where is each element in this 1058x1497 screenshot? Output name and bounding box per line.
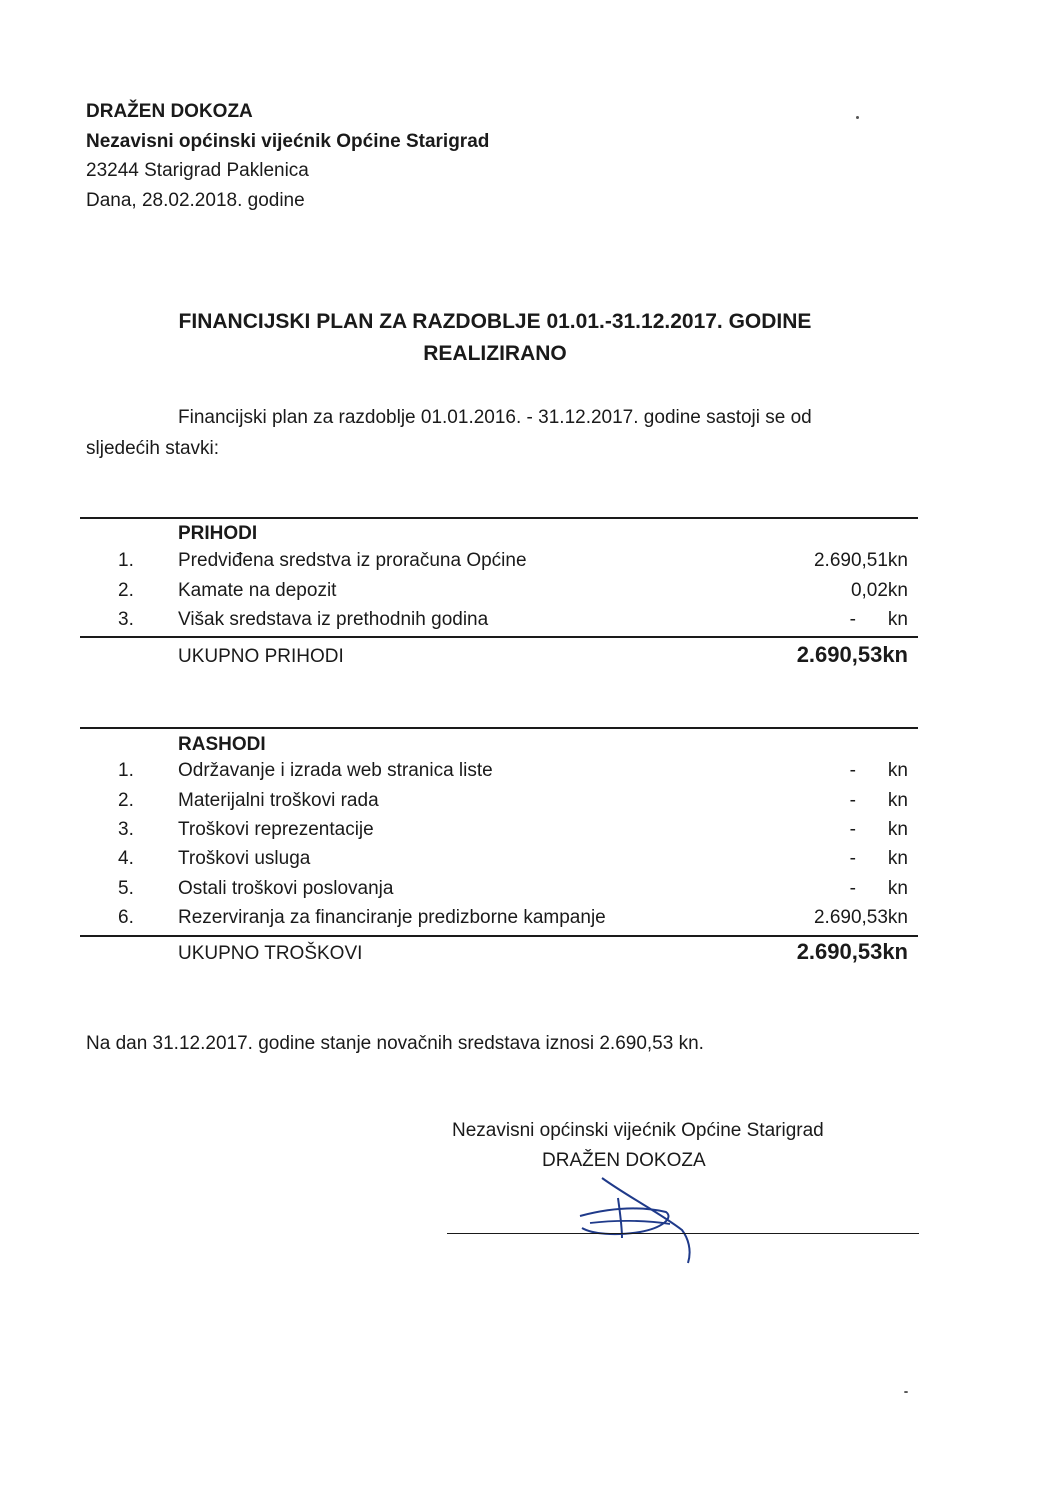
row-unit: kn: [887, 790, 908, 811]
row-unit: kn: [887, 878, 908, 899]
row-label: Višak sredstava iz prethodnih godina: [178, 609, 489, 630]
row-dash: -: [849, 848, 856, 869]
row-dash: -: [849, 760, 856, 781]
income-row: [80, 609, 908, 638]
income-top-rule: [80, 517, 918, 519]
document-date: Dana, 28.02.2018. godine: [86, 189, 305, 211]
row-dash: -: [849, 790, 856, 811]
row-number: 6.: [118, 907, 134, 928]
expense-row: [80, 878, 908, 907]
row-dash: -: [849, 609, 856, 630]
row-label: Kamate na depozit: [178, 580, 337, 601]
expense-row: [80, 848, 908, 877]
row-number: 2.: [118, 790, 134, 811]
row-label: Troškovi reprezentacije: [178, 819, 374, 840]
expenses-title: RASHODI: [178, 734, 266, 755]
row-number: 1.: [118, 760, 134, 781]
expense-row: [80, 907, 908, 936]
handwritten-signature: [570, 1168, 710, 1268]
row-dash: -: [849, 819, 856, 840]
row-unit: kn: [887, 819, 908, 840]
row-unit: kn: [887, 609, 908, 630]
income-total-amount: 2.690,53kn: [796, 642, 908, 667]
row-label: Ostali troškovi poslovanja: [178, 878, 394, 899]
document-subtitle: REALIZIRANO: [423, 342, 567, 365]
sender-role: Nezavisni općinski vijećnik Općine Starigrad: [86, 130, 490, 152]
row-dash: -: [849, 878, 856, 899]
income-row: [80, 550, 908, 579]
expenses-top-rule: [80, 727, 918, 729]
row-unit: kn: [887, 760, 908, 781]
expense-row: [80, 790, 908, 819]
intro-paragraph: [86, 402, 886, 464]
sender-address: 23244 Starigrad Paklenica: [86, 160, 309, 181]
row-label: Materijalni troškovi rada: [178, 790, 379, 811]
scan-speck: [904, 1391, 908, 1393]
signature-name: DRAŽEN DOKOZA: [542, 1150, 706, 1171]
income-title: PRIHODI: [178, 523, 258, 544]
row-amount: 2.690,53kn: [813, 907, 908, 928]
signature-role: Nezavisni općinski vijećnik Općine Starigrad: [452, 1120, 824, 1141]
row-number: 4.: [118, 848, 134, 869]
row-unit: kn: [887, 848, 908, 869]
row-number: 3.: [118, 609, 134, 630]
signature-line: [447, 1233, 919, 1234]
row-number: 3.: [118, 819, 134, 840]
income-row: [80, 580, 908, 609]
row-label: Predviđena sredstva iz proračuna Općine: [178, 550, 527, 571]
sender-name: DRAŽEN DOKOZA: [86, 101, 253, 122]
row-label: Održavanje i izrada web stranica liste: [178, 760, 493, 781]
expenses-total-amount: 2.690,53kn: [796, 939, 908, 964]
expenses-total: [178, 939, 908, 973]
sender-block: [86, 97, 489, 215]
income-total-rule: [80, 636, 918, 638]
row-amount: 0,02kn: [850, 580, 908, 601]
row-number: 2.: [118, 580, 134, 601]
row-number: 1.: [118, 550, 134, 571]
income-total-label: UKUPNO PRIHODI: [178, 646, 344, 667]
row-label: Troškovi usluga: [178, 848, 311, 869]
intro-line-2: sljedećih stavki:: [86, 438, 220, 459]
intro-line-1: Financijski plan za razdoblje 01.01.2016. - 31.12.2017. godine sastoji se od: [178, 407, 812, 428]
row-number: 5.: [118, 878, 134, 899]
row-label: Rezerviranja za financiranje predizborne kampanje: [178, 907, 606, 928]
document-title: FINANCIJSKI PLAN ZA RAZDOBLJE 01.01.-31.12.2017. GODINE: [178, 310, 812, 333]
expenses-total-rule: [80, 935, 918, 937]
row-amount: 2.690,51kn: [813, 550, 908, 571]
income-total: [178, 642, 908, 676]
closing-statement: Na dan 31.12.2017. godine stanje novačnih sredstava iznosi 2.690,53 kn.: [86, 1033, 704, 1054]
expense-row: [80, 819, 908, 848]
expenses-total-label: UKUPNO TROŠKOVI: [178, 943, 363, 964]
scan-speck: [856, 116, 859, 119]
expense-row: [80, 760, 908, 789]
